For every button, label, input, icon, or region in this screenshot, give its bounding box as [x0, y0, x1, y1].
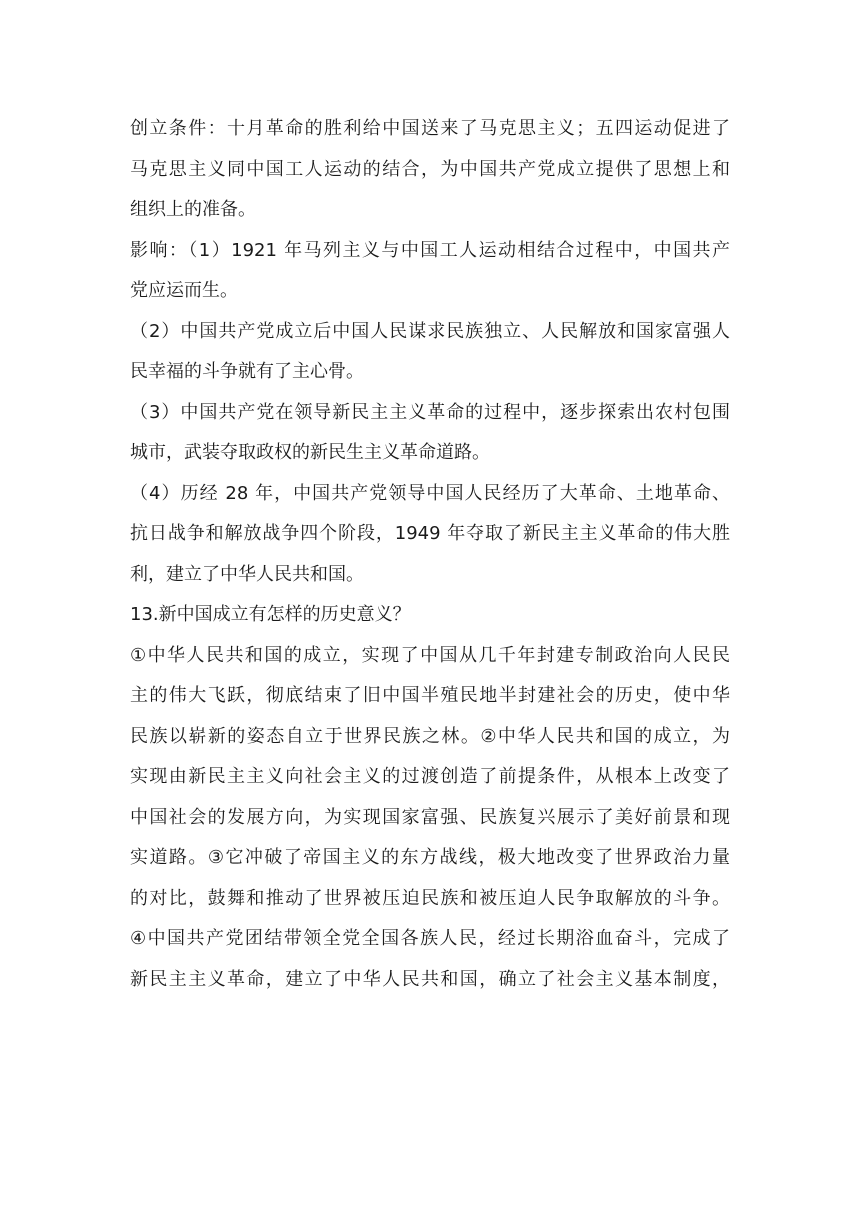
text-line: ①中华人民共和国的成立，实现了中国从几千年封建专制政治向人民民	[130, 644, 730, 666]
text-line: 城市，武装夺取政权的新民生主义革命道路。	[130, 442, 490, 463]
text-line: 主的伟大飞跃，彻底结束了旧中国半殖民地半封建社会的历史，使中华	[130, 685, 730, 706]
document-body	[130, 109, 730, 1000]
text-line: 马克思主义同中国工人运动的结合，为中国共产党成立提供了思想上和	[130, 158, 730, 180]
text-line: 利，建立了中华人民共和国。	[130, 563, 364, 585]
paragraph-historical-significance	[130, 636, 730, 1001]
text-line: 影响：（1）1921 年马列主义与中国工人运动相结合过程中，中国共产	[130, 239, 730, 261]
text-line: 的对比，鼓舞和推动了世界被压迫民族和被压迫人民争取解放的斗争。	[130, 887, 730, 909]
question-heading	[130, 595, 730, 636]
text-line: 党应运而生。	[130, 280, 238, 301]
paragraph-influence-1	[130, 231, 730, 312]
paragraph-influence-3	[130, 393, 730, 474]
paragraph-founding-conditions	[130, 109, 730, 231]
paragraph-influence-4	[130, 474, 730, 596]
text-line: 13.新中国成立有怎样的历史意义？	[130, 604, 411, 625]
text-line: 民幸福的斗争就有了主心骨。	[130, 361, 364, 382]
text-line: 新民主主义革命，建立了中华人民共和国，确立了社会主义基本制度，	[130, 968, 730, 990]
text-line: 创立条件：十月革命的胜利给中国送来了马克思主义；五四运动促进了	[130, 118, 730, 139]
text-line: 实道路。③它冲破了帝国主义的东方战线，极大地改变了世界政治力量	[130, 847, 730, 868]
text-line: 中国社会的发展方向，为实现国家富强、民族复兴展示了美好前景和现	[130, 806, 730, 828]
text-line: （3）中国共产党在领导新民主主义革命的过程中，逐步探索出农村包围	[130, 401, 730, 423]
text-line: 民族以崭新的姿态自立于世界民族之林。②中华人民共和国的成立，为	[130, 725, 730, 747]
text-line: （2）中国共产党成立后中国人民谋求民族独立、人民解放和国家富强人	[130, 320, 730, 342]
text-line: 组织上的准备。	[130, 199, 256, 220]
text-line: 实现由新民主主义向社会主义的过渡创造了前提条件，从根本上改变了	[130, 766, 730, 787]
paragraph-influence-2	[130, 312, 730, 393]
text-line: 抗日战争和解放战争四个阶段，1949 年夺取了新民主主义革命的伟大胜	[130, 523, 730, 544]
text-line: ④中国共产党团结带领全党全国各族人民，经过长期浴血奋斗，完成了	[130, 928, 730, 949]
text-line: （4）历经 28 年，中国共产党领导中国人民经历了大革命、土地革命、	[130, 482, 730, 504]
